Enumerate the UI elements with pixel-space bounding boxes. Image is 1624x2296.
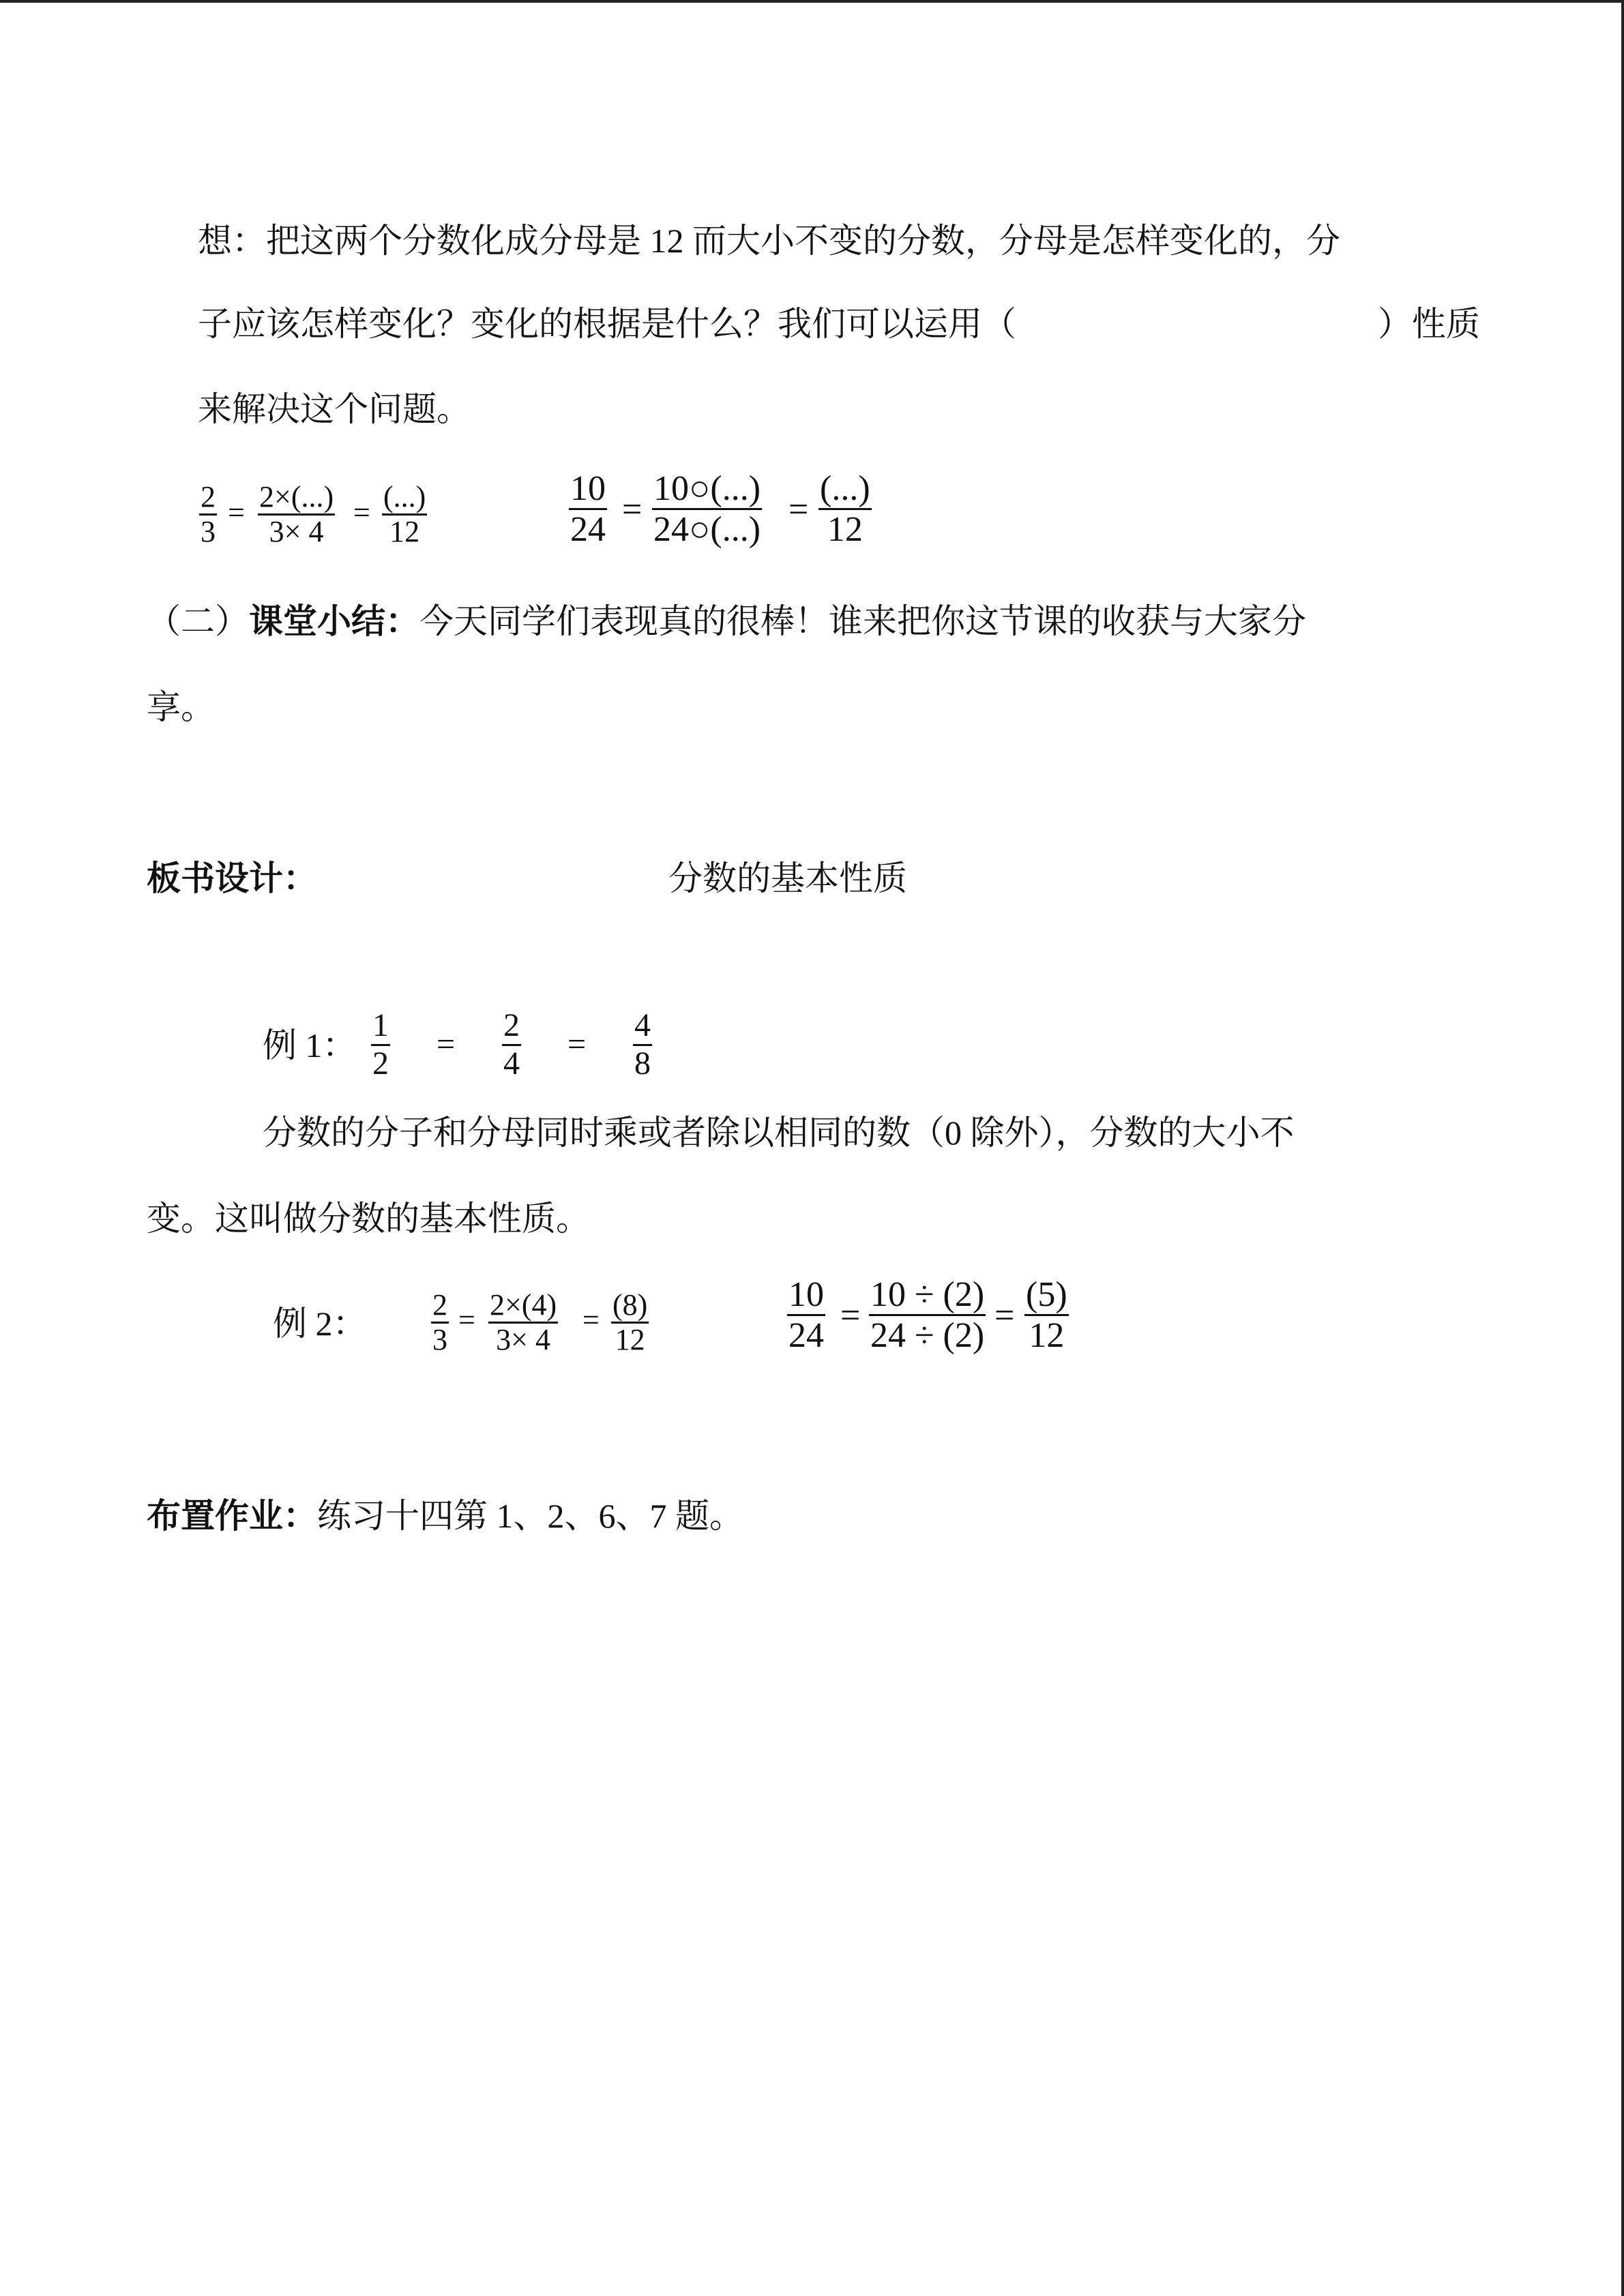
equals-sign: = [567, 1026, 587, 1062]
think-line-2-a: 子应该怎样变化？变化的根据是什么？我们可以运用（ [198, 305, 1016, 343]
board-label: 板书设计： [147, 859, 317, 897]
example-1-fraction-3: 4 8 [634, 1007, 651, 1082]
fraction: 2×(4) 3× 4 [490, 1288, 557, 1357]
example-1-fraction-1: 1 2 [372, 1007, 389, 1082]
example-2-label: 例 2： [273, 1304, 367, 1343]
think-line-2-b: ）性质 [1378, 305, 1480, 343]
page-top-border [0, 0, 1624, 3]
homework-title: 布置作业： [147, 1497, 317, 1535]
equals-sign: = [228, 496, 245, 529]
fraction: 2 3 [201, 480, 216, 549]
rule-line-1: 分数的分子和分母同时乘或者除以相同的数（0 除外），分数的大小不 [263, 1114, 1295, 1152]
equals-sign: = [582, 1303, 600, 1337]
equals-sign: = [353, 496, 370, 529]
fraction: 10 24 [788, 1275, 824, 1356]
equals-sign: = [994, 1296, 1015, 1335]
equals-sign: = [622, 490, 643, 529]
equals-sign: = [840, 1296, 861, 1335]
fraction: 10 ÷ (2) 24 ÷ (2) [870, 1275, 985, 1356]
summary-text: 今天同学们表现真的很棒！谁来把你这节课的收获与大家分 [419, 602, 1306, 640]
example-1-label: 例 1： [263, 1026, 357, 1064]
homework-line [147, 1492, 743, 1540]
think-line-3: 来解决这个问题。 [198, 390, 471, 428]
summary-title: 课堂小结： [249, 602, 419, 640]
summary-line-2: 享。 [147, 688, 215, 726]
fraction: 10 24 [570, 469, 606, 550]
page-right-border [1621, 0, 1624, 2296]
think-line-2 [198, 300, 1480, 348]
equals-sign: = [788, 490, 809, 529]
summary-line-1 [147, 597, 1306, 645]
fraction: 2×(...) 3× 4 [259, 480, 334, 549]
homework-text: 练习十四第 1、2、6、7 题。 [317, 1497, 743, 1535]
fraction: (5) 12 [1026, 1275, 1067, 1356]
example-1-fraction-2: 2 4 [503, 1007, 520, 1082]
equals-sign: = [437, 1026, 456, 1062]
rule-line-2: 变。这叫做分数的基本性质。 [147, 1199, 590, 1238]
fraction: (8) 12 [612, 1288, 648, 1357]
board-title: 分数的基本性质 [668, 859, 907, 897]
fraction: (...) 12 [820, 469, 870, 550]
fraction: (...) 12 [383, 480, 426, 549]
equals-sign: = [458, 1303, 475, 1337]
summary-prefix: （二） [147, 602, 249, 640]
think-line-1: 想：把这两个分数化成分母是 12 而大小不变的分数，分母是怎样变化的，分 [198, 222, 1340, 260]
fraction: 2 3 [432, 1288, 447, 1357]
fraction: 10○(...) 24○(...) [653, 469, 761, 550]
